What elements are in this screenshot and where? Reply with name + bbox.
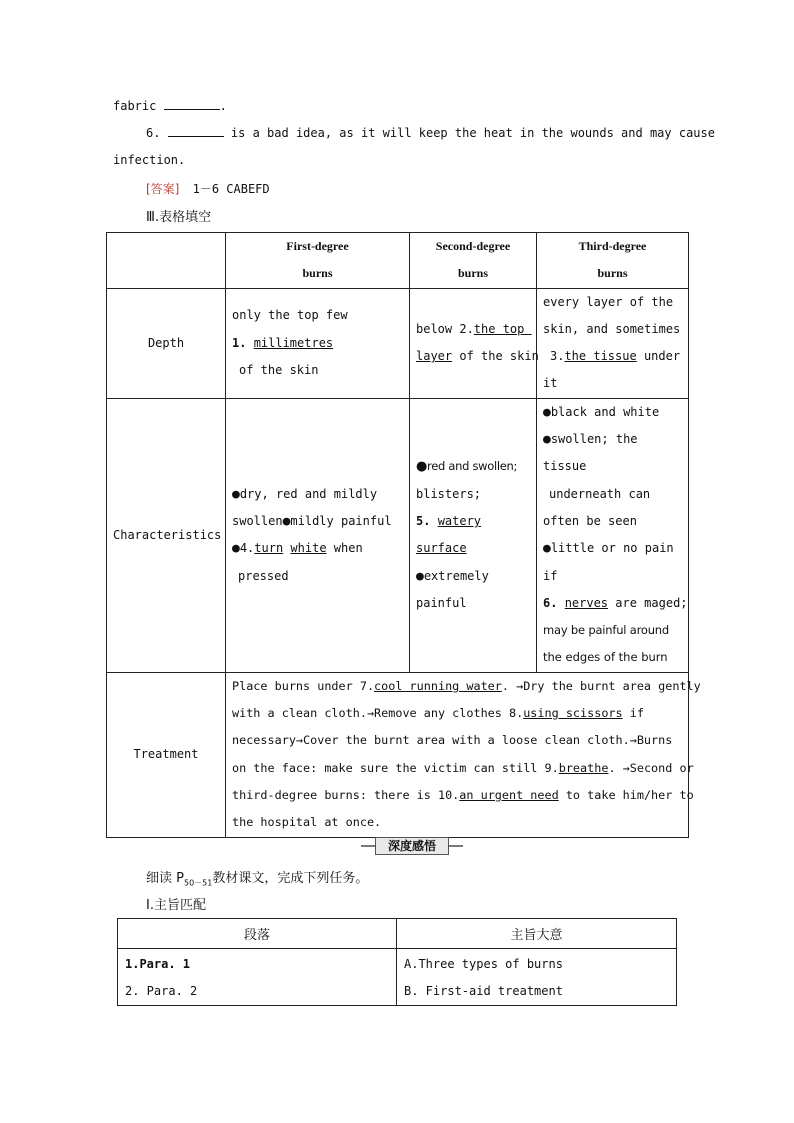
cell-line — [416, 453, 530, 480]
paragraph-header: 段落 — [118, 919, 397, 949]
header-third-line1: Third-degree — [578, 239, 647, 253]
answer-value: 1－6 CABEFD — [192, 182, 270, 196]
cell-text: under — [643, 349, 681, 364]
cell-line: may be painful around — [543, 623, 669, 638]
cell-text: little or no pain — [550, 541, 674, 556]
list-item: B. First-aid treatment — [404, 984, 563, 998]
cell-line — [543, 535, 682, 562]
filled-answer: turn — [254, 541, 284, 556]
treatment-cell — [226, 672, 701, 837]
answer-blank — [168, 125, 224, 137]
instruction-text: 细读 P — [146, 871, 184, 886]
treatment-label: Treatment — [107, 672, 226, 837]
question-number: 6. — [146, 126, 161, 140]
filled-answer: nerves — [564, 595, 609, 610]
section-1-title: Ⅰ.主旨匹配 — [146, 898, 206, 913]
list-item: 2. Para. 2 — [125, 984, 198, 998]
cell-text: black and white — [550, 404, 660, 419]
cell-line: painful — [416, 595, 467, 610]
characteristics-second-cell — [410, 398, 537, 672]
characteristics-row — [107, 398, 689, 672]
bullet-icon: ● — [232, 486, 240, 502]
cell-text: swollen; the — [550, 432, 638, 447]
cell-line: it — [543, 376, 558, 391]
cell-line — [232, 508, 403, 535]
cell-line — [232, 782, 694, 809]
answer-label: [答案] — [146, 182, 180, 196]
blank-number: 3. — [550, 349, 565, 364]
filled-answer: surface — [416, 541, 467, 556]
header-first-degree — [226, 233, 410, 289]
main-idea-header: 主旨大意 — [397, 919, 677, 949]
cell-line — [543, 426, 682, 453]
filled-answer: millimetres — [253, 335, 334, 350]
instruction-text: 教材课文，完成下列任务。 — [212, 871, 369, 886]
cell-text: dry, red and mildly — [239, 486, 378, 501]
cell-line: only the top few — [232, 308, 348, 323]
depth-first-cell — [226, 288, 410, 398]
cell-line — [416, 508, 530, 535]
question-6 — [146, 125, 715, 140]
cell-line — [232, 481, 403, 508]
list-item — [125, 951, 389, 978]
cell-line — [543, 590, 688, 617]
paragraph-item: 1.Para. 1 — [125, 957, 191, 971]
cell-line — [232, 330, 403, 357]
list-item: A.Three types of burns — [404, 957, 563, 971]
main-idea-list — [397, 949, 677, 1006]
filled-answer: white — [290, 541, 327, 556]
cell-line — [416, 316, 530, 343]
cell-text: . →Second or — [608, 760, 694, 775]
main-idea-table — [117, 918, 677, 1006]
fabric-line: fabric . — [113, 99, 227, 113]
bullet-icon: ● — [282, 513, 291, 529]
header-third-line2: burns — [597, 266, 628, 281]
cell-text: extremely — [423, 568, 489, 583]
cell-line — [232, 673, 701, 700]
characteristics-third-cell — [537, 398, 689, 672]
cell-text: Place burns under 7. — [232, 678, 375, 693]
cell-line: necessary→Cover the burnt area with a loose clean cloth.→Burns — [232, 733, 673, 748]
cell-text: mildly painful — [290, 513, 392, 528]
cell-line: every layer of the — [543, 294, 674, 309]
filled-answer: layer — [416, 349, 453, 364]
banner-left-bar — [361, 845, 375, 847]
cell-text: on the face: make sure the victim can still 9. — [232, 760, 559, 775]
treatment-row — [107, 672, 689, 837]
depth-row — [107, 288, 689, 398]
cell-line: underneath can — [549, 486, 651, 501]
question-text-continued: infection. — [113, 153, 186, 167]
cell-line — [232, 535, 403, 562]
blank-number: 5. — [416, 513, 431, 528]
bullet-icon: ● — [232, 541, 240, 557]
filled-answer: an urgent need — [459, 787, 559, 802]
depth-second-cell — [410, 288, 537, 398]
depth-label: Depth — [107, 288, 226, 398]
header-first-line1: First-degree — [286, 239, 349, 253]
characteristics-first-cell — [226, 398, 410, 672]
blank-number: 6. — [543, 595, 558, 610]
fabric-word: fabric — [113, 99, 157, 113]
cell-text: with a clean cloth.→Remove any clothes 8. — [232, 706, 524, 721]
bullet-icon: ● — [543, 432, 551, 448]
burns-table — [106, 232, 701, 838]
match-header-row — [118, 919, 677, 949]
bullet-icon: ● — [416, 459, 428, 475]
header-second-line1: Second-degree — [435, 239, 511, 253]
cell-line — [232, 755, 694, 782]
cell-text: third-degree burns: there is 10. — [232, 787, 460, 802]
blank-number: 1. — [232, 335, 247, 350]
header-first-line2: burns — [302, 266, 333, 281]
cell-line — [416, 343, 539, 370]
cell-line — [232, 700, 682, 727]
cell-line — [416, 563, 530, 590]
cell-text: red and swollen; — [427, 459, 518, 474]
cell-line: pressed — [238, 568, 289, 583]
section-3-title: Ⅲ.表格填空 — [146, 210, 212, 225]
cell-text: below 2. — [416, 321, 474, 336]
cell-line: often be seen — [543, 513, 637, 528]
cell-text: swollen — [232, 513, 283, 528]
cell-line: of the skin — [239, 362, 319, 377]
cell-text: if — [629, 706, 644, 721]
filled-answer: the top — [473, 321, 525, 336]
filled-answer: watery — [437, 513, 482, 528]
cell-text: when — [333, 541, 363, 556]
cell-text: of the skin — [459, 349, 539, 364]
cell-line — [543, 343, 682, 370]
match-body-row — [118, 949, 677, 1006]
blank-number: 4. — [239, 541, 255, 556]
paragraph-list — [118, 949, 397, 1006]
bullet-icon: ● — [543, 541, 551, 557]
header-third-degree — [537, 233, 689, 289]
header-second-degree — [410, 233, 537, 289]
cell-line: blisters; — [416, 486, 482, 501]
bullet-icon: ● — [416, 568, 424, 584]
question-text: is a bad idea, as it will keep the heat in the wounds and may cause — [230, 126, 715, 140]
header-empty-cell — [107, 233, 226, 289]
page-range: 50－51 — [183, 878, 213, 888]
cell-text: . →Dry the burnt area gently — [501, 678, 701, 693]
section-banner — [361, 837, 463, 854]
filled-answer: using scissors — [523, 706, 623, 721]
cell-line: if — [543, 568, 558, 583]
cell-text: are maged; — [615, 595, 688, 610]
depth-third-cell — [537, 288, 689, 398]
header-row — [107, 233, 689, 289]
filled-answer: the tissue — [564, 349, 637, 364]
cell-text: to take him/her to — [565, 787, 694, 802]
cell-line: skin, and sometimes — [543, 321, 681, 336]
reading-instruction — [146, 867, 368, 889]
filled-answer: cool running water — [374, 678, 502, 693]
answer-blank — [164, 98, 220, 110]
cell-line — [543, 399, 682, 426]
header-second-line2: burns — [457, 266, 489, 281]
cell-line: tissue — [543, 459, 587, 474]
banner-right-bar — [449, 845, 463, 847]
bullet-icon: ● — [543, 404, 551, 420]
filled-answer: breathe — [558, 760, 609, 775]
cell-line: the hospital at once. — [232, 815, 382, 830]
banner-title: 深度感悟 — [375, 837, 449, 855]
answer-key — [146, 180, 270, 197]
cell-line: the edges of the burn — [543, 650, 668, 665]
characteristics-label: Characteristics — [107, 398, 226, 672]
